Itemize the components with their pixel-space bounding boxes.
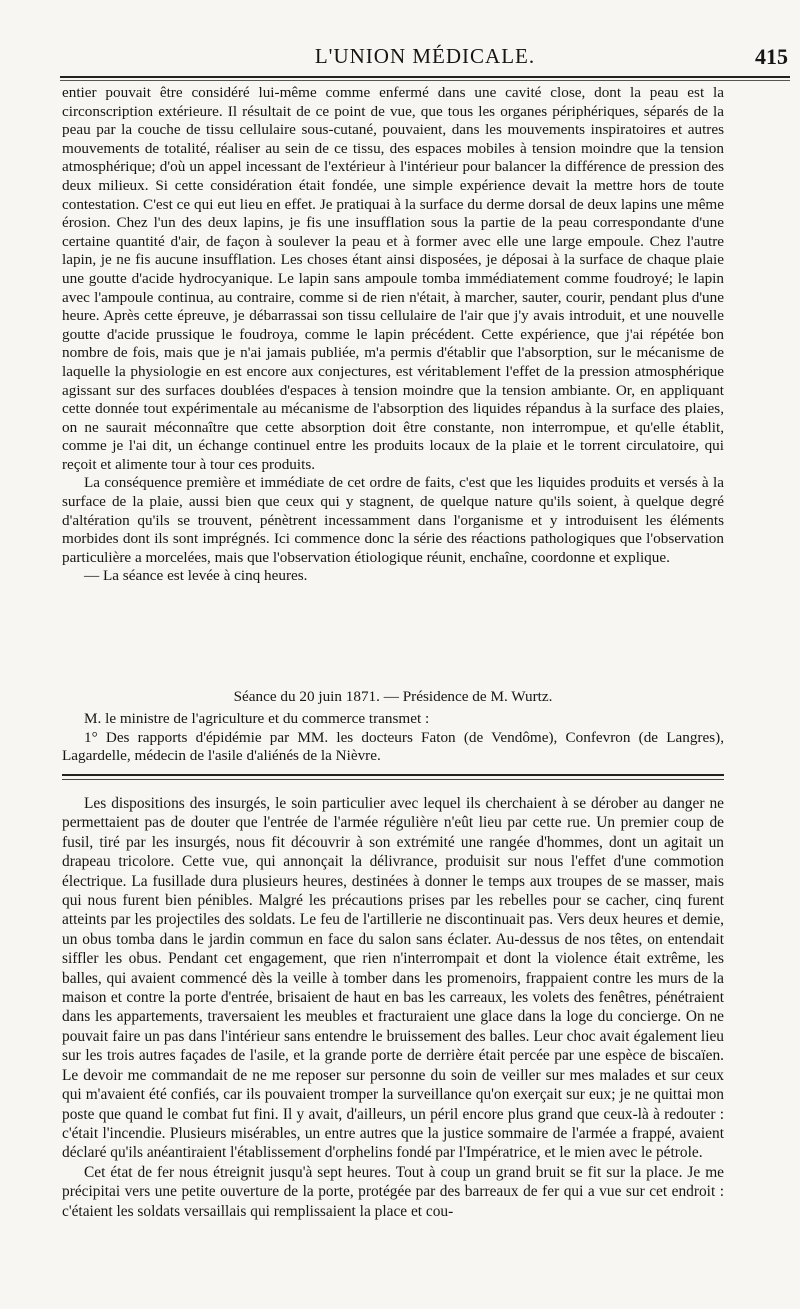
feuilleton-paragraph: Les dispositions des insurgés, le soin particulier avec lequel ils cherchaient à se dérober au danger ne permettaient pas de douter que l'entrée de l'armée régulière n'eût lieu par cette rue. Un premier coup de fusil, tiré par les insurgés, nous fit découvrir à son extrémité une rangée d'hommes, dont un agitait un drapeau tricolore. Cette vue, qui annonçait la délivrance, produisit sur nous l'effet d'une commotion électrique. La fusillade dura plusieurs heures, destinées à donner le temps aux troupes de se masser, mais qui nous furent bien pénibles. Malgré les précautions prises par les rebelles pour se cacher, cinq furent atteints par les projectiles des soldats. Le feu de l'artillerie ne discontinuait pas. Vers deux heures et demie, un obus tomba dans le jardin commun en face du salon sans éclater. Au-dessus de nos têtes, on entendait siffler les obus. Pendant cet engagement, que rien n'interrompait et dont la violence était extrême, les balles, qui avaient commencé dès la veille à tomber dans les promenoirs, frappaient contre les murs de la maison et contre la porte d'entrée, brisaient de haut en bas les carreaux, les volets des fenêtres, pénétraient dans les appartements, traversaient les meubles et fracturaient une glace dans la loge du concierge. On ne pouvait faire un pas dans l'intérieur sans entendre le bruissement des balles. Leur choc avait également lieu sur les trois autres façades de l'asile, et la grande porte de derrière était percée par une espèce de biscaïen. Le devoir me commandait de ne me reposer sur personne du soin de veiller sur mes malades et sur ceux qui m'avaient été confiés, car ils pouvaient tromper la surveillance qu'on exerçait sur eux; je ne quittai mon poste que quand le combat fut fini. Il y avait, d'ailleurs, un péril encore plus grand que ceux-là à redouter : c'était l'incendie. Plusieurs misérables, un entre autres que la justice sommaire de l'armée a frappé, avaient déclaré qu'ils anéantiraient l'établissement d'orphelins fondé par l'Impératrice, et le mien avec le pétrole. <box>62 795 724 1162</box>
journal-title: L'UNION MÉDICALE. <box>314 44 536 68</box>
header-rule-thin <box>60 80 790 81</box>
session-paragraph: 1° Des rapports d'épidémie par MM. les docteurs Faton (de Vendôme), Confevron (de Langres), Lagardelle, médecin de l'asile d'aliénés de la Nièvre. <box>62 728 724 765</box>
feuilleton-body <box>62 794 724 1221</box>
feuilleton-separator <box>62 774 724 776</box>
body-paragraph: entier pouvait être considéré lui-même comme enfermé dans une cavité close, dont la peau est la circonscription extérieure. Il résultait de ce point de vue, que tous les organes périphériques, séparés de la peau par la couche de tissu cellulaire sous-cutané, pouvaient, dans les mouvements inspiratoires et autres mouvements de totalité, réaliser au sein de ce tissu, des espaces mobiles à tension moindre que la tension atmosphérique; d'où un appel incessant de l'extérieur à l'intérieur pour balancer la différence de pression des deux milieux. Si cette considération était fondée, une simple expérience devait la mettre hors de toute contestation. C'est ce qui eut lieu en effet. Je pratiquai à la surface du derme dorsal de deux lapins une même érosion. Chez l'un des deux lapins, je fis une insufflation sous la partie de la peau correspondante d'une certaine quantité d'air, de façon à soulever la peau et à former avec elle une large empoule. Chez l'autre lapin, je ne fis aucune insufflation. Les choses étant ainsi disposées, je déposai à la surface de chaque plaie une goutte d'acide hydrocyanique. Le lapin sans ampoule tomba immédiatement comme foudroyé; le lapin avec l'ampoule continua, au contraire, comme si de rien n'était, à marcher, sauter, courir, pendant plus d'une heure. Après cette épreuve, je débarrassai son tissu cellulaire de l'air que j'y avais introduit, et une nouvelle goutte d'acide prussique le foudroya, comme le lapin précédent. Cette expérience, que j'ai répétée bon nombre de fois, mais que je n'ai jamais publiée, m'a permis d'établir que l'absorption, sur le mécanisme de laquelle la physiologie en est encore aux conjectures, est véritablement l'effet de la pression atmosphérique agissant sur des surfaces doublées d'espaces à tension moindre que la tension ambiante. Or, en appliquant cette donnée tout expérimentale au mécanisme de l'absorption des liquides répandus à la surface des plaies, on ne saurait méconnaître que cette absorption doit être constante, non interrompue, et qu'elle établit, comme je l'ai dit, un échange continuel entre les produits locaux de la plaie et le torrent circulatoire, qui reçoit et alimente tour à tour ces produits. <box>62 84 724 473</box>
running-header <box>60 40 790 72</box>
adjournment-line: — La séance est levée à cinq heures. <box>84 567 308 585</box>
body-paragraph: La conséquence première et immédiate de cet ordre de faits, c'est que les liquides produits et versés à la surface de la plaie, aussi bien que ceux qui y stagnent, de quelque nature qu'ils soient, à quelque degré d'altération qu'ils se trouvent, pénètrent incessamment dans l'organisme et y introduisent les éléments morbides dont ils sont imprégnés. Ici commence donc la série des réactions pathologiques que l'observation particulière a morcelées, mais que l'observation étiologique réunit, enchaîne, coordonne et explique. <box>62 474 724 566</box>
page-number: 415 <box>755 44 788 69</box>
feuilleton-paragraph: Cet état de fer nous étreignit jusqu'à sept heures. Tout à coup un grand bruit se fit sur la place. Je me précipitai vers une petite ouverture de la porte, protégée par des barreaux de fer qui a vue sur cet endroit : c'étaient les soldats versaillais qui remplissaient la place et cou- <box>62 1163 724 1220</box>
session-body <box>62 710 724 766</box>
session-heading: Séance du 20 juin 1871. — Présidence de M. Wurtz. <box>233 688 553 705</box>
feuilleton-separator-thin <box>62 779 724 780</box>
article-body <box>62 84 724 586</box>
header-rule <box>60 76 790 78</box>
session-paragraph: M. le ministre de l'agriculture et du commerce transmet : <box>84 710 430 727</box>
